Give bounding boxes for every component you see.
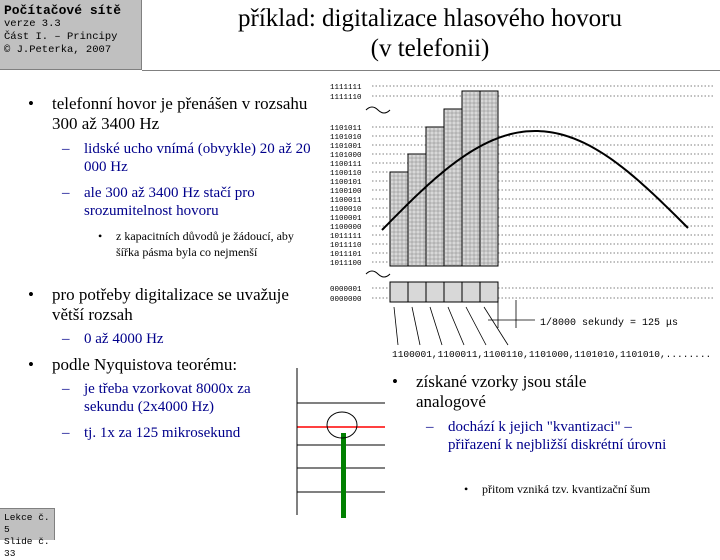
level-label: 1100000 <box>330 224 362 232</box>
lecture-number: Lekce č. 5 <box>4 512 50 535</box>
levels-bottom-group <box>330 286 715 304</box>
axis-break-icon <box>366 107 390 113</box>
level-label: 1011100 <box>330 260 362 268</box>
bullet-dot-icon: • <box>392 372 398 391</box>
level-label: 1011111 <box>330 233 362 241</box>
level-label: 1101011 <box>330 125 362 133</box>
level-label: 1100110 <box>330 170 362 178</box>
sample-bar-zero <box>408 282 426 302</box>
sub-bullet-text: 0 až 4000 Hz <box>84 331 164 347</box>
axis-break-marks <box>366 107 390 277</box>
bullet-dot-icon: • <box>98 229 103 243</box>
dash-icon: – <box>62 381 70 397</box>
sample-interval-label: 1/8000 sekundy = 125 μs <box>540 318 679 329</box>
sample-value-bar <box>341 433 346 518</box>
sample-pointer-line <box>484 307 508 345</box>
slide-title-line2: (v telefonii) <box>370 35 490 62</box>
sub-bullet-text: ale 300 až 3400 Hz stačí pro srozumitelnost hovoru <box>84 185 255 219</box>
sample-bar-zero <box>444 282 462 302</box>
sample-staircase <box>390 91 498 302</box>
level-label: 1011101 <box>330 251 362 259</box>
levels-top-group <box>330 84 715 102</box>
sample-pointer-line <box>466 307 486 345</box>
level-label: 1111111 <box>330 84 362 92</box>
sub-bullet-text: tj. 1x za 125 mikrosekund <box>84 425 241 441</box>
course-author: © J.Peterka, 2007 <box>4 44 112 56</box>
dash-icon: – <box>62 185 70 201</box>
quantization-illustration <box>297 368 385 518</box>
level-label: 1100010 <box>330 206 362 214</box>
dash-icon: – <box>62 331 70 347</box>
bullet-dot-icon: • <box>28 285 34 304</box>
sample-bar-zero <box>426 282 444 302</box>
sample-pointer-line <box>394 307 398 345</box>
bullet-text: podle Nyquistova teorému: <box>52 355 238 374</box>
sample-bar <box>426 127 444 266</box>
level-label: 0000000 <box>330 296 362 304</box>
sub-bullet-text: lidské ucho vnímá (obvykle) 20 až 20 000 Hz <box>84 141 311 175</box>
sample-bar <box>480 91 498 266</box>
sub-bullet-text: dochází k jejich "kvantizaci" – přiřazení k nejbližší diskrétní úrovni <box>448 419 667 453</box>
level-label: 1100001 <box>330 215 362 223</box>
sample-bar-zero <box>462 282 480 302</box>
slide-title-line1: příklad: digitalizace hlasového hovoru <box>238 5 622 32</box>
bullet-dot-icon: • <box>464 482 469 496</box>
level-label: 1111110 <box>330 94 362 102</box>
bullet-text: získané vzorky jsou stále analogové <box>416 372 587 411</box>
level-label: 1101010 <box>330 134 362 142</box>
course-version: verze 3.3 <box>4 18 61 30</box>
sample-pointer-line <box>448 307 464 345</box>
dash-icon: – <box>62 425 70 441</box>
bullet-text: pro potřeby digitalizace se uvažuje větší rozsah <box>52 285 289 324</box>
level-label: 1100100 <box>330 188 362 196</box>
level-label: 1101001 <box>330 143 362 151</box>
sample-pointer-line <box>430 307 442 345</box>
sub-sub-bullet-text: z kapacitních důvodů je žádoucí, aby šířka pásma byla co nejmenší <box>116 229 294 259</box>
level-label: 0000001 <box>330 286 362 294</box>
sample-bar <box>444 109 462 266</box>
sub-bullet-text: je třeba vzorkovat 8000x za sekundu (2x4000 Hz) <box>84 381 251 415</box>
sample-pointers <box>394 300 535 345</box>
level-label: 1100111 <box>330 161 362 169</box>
axis-break-icon <box>366 271 390 277</box>
course-title: Počítačové sítě <box>4 3 122 18</box>
sample-pointer-line <box>412 307 420 345</box>
bullet-dot-icon: • <box>28 355 34 374</box>
sample-codes: 1100001,1100011,1100110,1101000,1101010,1101010,........ <box>392 349 712 360</box>
dash-icon: – <box>62 141 70 157</box>
sub-sub-bullet-text: přitom vzniká tzv. kvantizační šum <box>482 482 651 496</box>
level-label: 1011110 <box>330 242 362 250</box>
bullet-text: telefonní hovor je přenášen v rozsahu 300 až 3400 Hz <box>52 94 308 133</box>
dash-icon: – <box>426 419 434 435</box>
sample-bar <box>462 91 480 266</box>
level-label: 1101000 <box>330 152 362 160</box>
slide-footer <box>0 508 55 559</box>
level-label: 1100101 <box>330 179 362 187</box>
bullet-dot-icon: • <box>28 94 34 113</box>
course-part: Část I. – Principy <box>4 31 118 43</box>
level-label: 1100011 <box>330 197 362 205</box>
sample-bar-zero <box>480 282 498 302</box>
sample-bar-zero <box>390 282 408 302</box>
slide-number: Slide č. 33 <box>4 536 50 559</box>
